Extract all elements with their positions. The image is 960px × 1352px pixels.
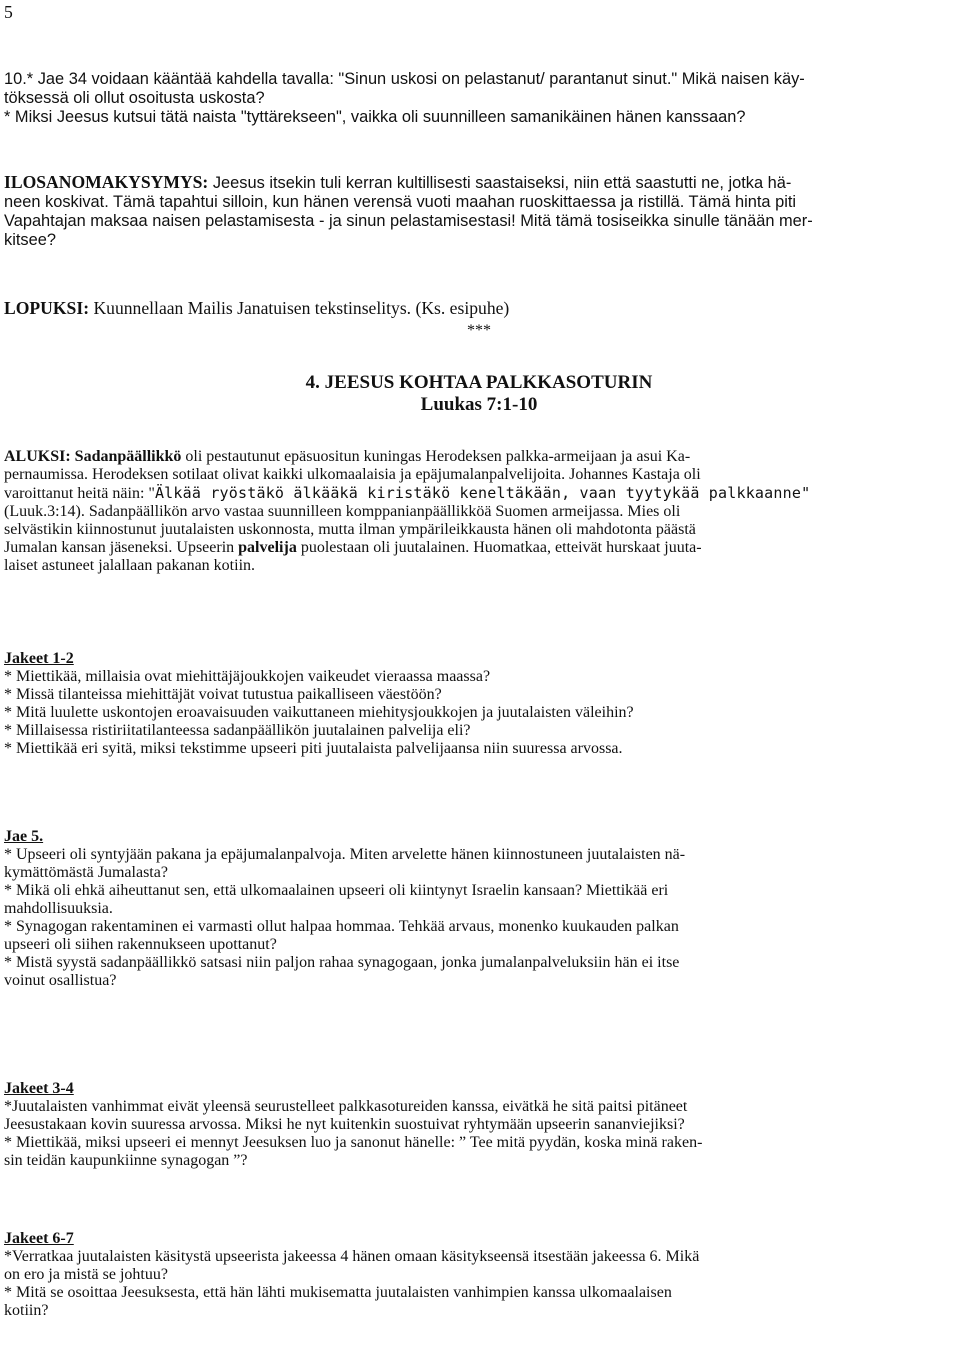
question-10 (4, 70, 954, 127)
list-item: * Mistä syystä sadanpäällikkö satsasi niin paljon rahaa synagogaan, jonka jumalanpalveluksiin hän ei itse (4, 954, 680, 971)
aluksi-line-6b: puolestaan oli juutalainen. Huomatkaa, etteivät hurskaat juuta- (296, 539, 702, 556)
list-item: *Juutalaisten vanhimmat eivät yleensä seurustelleet palkkasotureiden kanssa, eivätkä he sitä paitsi pitäneet (4, 1098, 688, 1115)
list-item: kotiin? (4, 1302, 49, 1319)
page-number: 5 (4, 2, 13, 22)
ilosanoma-line-2: neen koskivat. Tämä tapahtui silloin, kun hänen verensä vuoti maahan ruoskittaessa ja ristillä. Tämä hinta piti (4, 193, 797, 211)
chapter-heading (4, 372, 954, 416)
lopuksi-paragraph (4, 298, 954, 319)
jakeet-6-7-section (4, 1230, 954, 1320)
jakeet-6-7-heading: Jakeet 6-7 (4, 1230, 74, 1247)
ilosanoma-line-1: Jeesus itsekin tuli kerran kultillisesti saastaiseksi, niin että saastutti ne, jotka hä- (208, 174, 792, 192)
jakeet-1-2-section (4, 650, 954, 758)
jakeet-3-4-heading: Jakeet 3-4 (4, 1080, 74, 1097)
aluksi-line-7: laiset astuneet jalallaan pakanan kotiin. (4, 557, 256, 574)
list-item: * Mitä luulette uskontojen eroavaisuuden vaikuttaneen miehitysjoukkojen ja juutalaisten väleihin? (4, 704, 634, 721)
list-item: * Mitä se osoittaa Jeesuksesta, että hän lähti mukisematta juutalaisten vanhimpien kanssa ulkomaalaisen (4, 1284, 672, 1301)
list-item: voinut osallistua? (4, 972, 117, 989)
aluksi-paragraph (4, 448, 954, 575)
aluksi-line-1: oli pestautunut epäsuositun kuningas Herodeksen palkka-armeijaan ja asui Ka- (181, 448, 691, 465)
aluksi-palvelija: palvelija (238, 539, 297, 556)
aluksi-label: ALUKSI: Sadanpäällikkö (4, 448, 182, 465)
list-item: * Mikä oli ehkä aiheuttanut sen, että ulkomaalainen upseeri oli kiintynyt Israelin kansaan? Miettikää eri (4, 882, 669, 899)
list-item: * Millaisessa ristiriitatilanteessa sadanpäällikön juutalainen palvelija eli? (4, 722, 471, 739)
jae-5-section (4, 828, 954, 990)
list-item: sin teidän kaupunkiinne synagogan ”? (4, 1152, 248, 1169)
list-item: * Miettikää, millaisia ovat miehittäjäjoukkojen vaikeudet vieraassa maassa? (4, 668, 491, 685)
ilosanoma-question (4, 172, 954, 250)
list-item: * Missä tilanteissa miehittäjät voivat tutustua paikalliseen väestöön? (4, 686, 442, 703)
list-item: mahdollisuuksia. (4, 900, 113, 917)
ilosanoma-label: ILOSANOMAKYSYMYS: (4, 172, 209, 192)
aluksi-line-5: selvästikin kiinnostunut juutalaisten uskonnosta, mutta ilman ympärileikkausta hänen oli mahdotonta päästä (4, 521, 696, 538)
chapter-reference: Luukas 7:1-10 (420, 394, 538, 415)
ilosanoma-line-4: kitsee? (4, 231, 56, 249)
list-item: * Miettikää, miksi upseeri ei mennyt Jeesuksen luo ja sanonut hänelle: ” Tee mitä pyydän, koska minä raken- (4, 1134, 703, 1151)
lopuksi-text: Kuunnellaan Mailis Janatuisen tekstinselitys. (Ks. esipuhe) (89, 298, 510, 318)
aluksi-line-2: pernaumissa. Herodeksen sotilaat olivat kaikki ulkomaalaisia ja epäjumalanpalvelijoita. Johannes Kastaja oli (4, 466, 701, 483)
list-item: * Upseeri oli syntyjään pakana ja epäjumalanpalvoja. Miten arvelette hänen kiinnostuneen juutalaisten nä- (4, 846, 686, 863)
q10-line-1: 10.* Jae 34 voidaan kääntää kahdella tavalla: "Sinun uskosi on pelastanut/ parantanut sinut." Mikä naisen käy- (4, 70, 805, 88)
lopuksi-label: LOPUKSI: (4, 298, 90, 318)
ilosanoma-line-3: Vapahtajan maksaa naisen pelastamisesta - ja sinun pelastamisestasi! Mitä tämä tosiseikka sinulle tänään mer- (4, 212, 813, 230)
list-item: * Synagogan rakentaminen ei varmasti ollut halpaa hommaa. Tehkää arvaus, monenko kuukauden palkan (4, 918, 679, 935)
list-item: * Miettikää eri syitä, miksi tekstimme upseeri piti juutalaista palvelijaansa niin suuressa arvossa. (4, 740, 623, 757)
aluksi-line-6a: Jumalan kansan jäseneksi. Upseerin (4, 539, 239, 556)
jakeet-1-2-heading: Jakeet 1-2 (4, 650, 74, 667)
aluksi-line-4: (Luuk.3:14). Sadanpäällikön arvo vastaa suunnilleen komppanianpäällikköä Suomen armeijassa. Mies oli (4, 503, 681, 520)
chapter-title: 4. JEESUS KOHTAA PALKKASOTURIN (305, 372, 653, 393)
list-item: on ero ja mistä se johtuu? (4, 1266, 168, 1283)
list-item: *Verratkaa juutalaisten käsitystä upseerista jakeessa 4 hänen omaan käsitykseensä itsestään jakeessa 6. Mikä (4, 1248, 700, 1265)
list-item: Jeesustakaan kovin suuressa arvossa. Miksi he nyt kuitenkin suostuivat ryhtymään upseerin sananviejiksi? (4, 1116, 685, 1133)
section-separator: *** (467, 322, 491, 339)
jae-5-heading: Jae 5. (4, 828, 44, 845)
jakeet-3-4-section (4, 1080, 954, 1170)
q10-line-2: töksessä oli ollut osoitusta uskosta? (4, 89, 265, 107)
list-item: upseeri oli siihen rakennukseen upottanut? (4, 936, 277, 953)
list-item: kymättömästä Jumalasta? (4, 864, 168, 881)
aluksi-line-3a: varoittanut heitä näin: " (4, 485, 155, 502)
aluksi-quote: Älkää ryöstäkö älkääkä kiristäkö keneltäkään, vaan tyytykää palkkaanne" (154, 484, 811, 502)
q10-line-3: * Miksi Jeesus kutsui tätä naista "tyttärekseen", vaikka oli suunnilleen samanikäinen hänen kanssaan? (4, 108, 746, 126)
